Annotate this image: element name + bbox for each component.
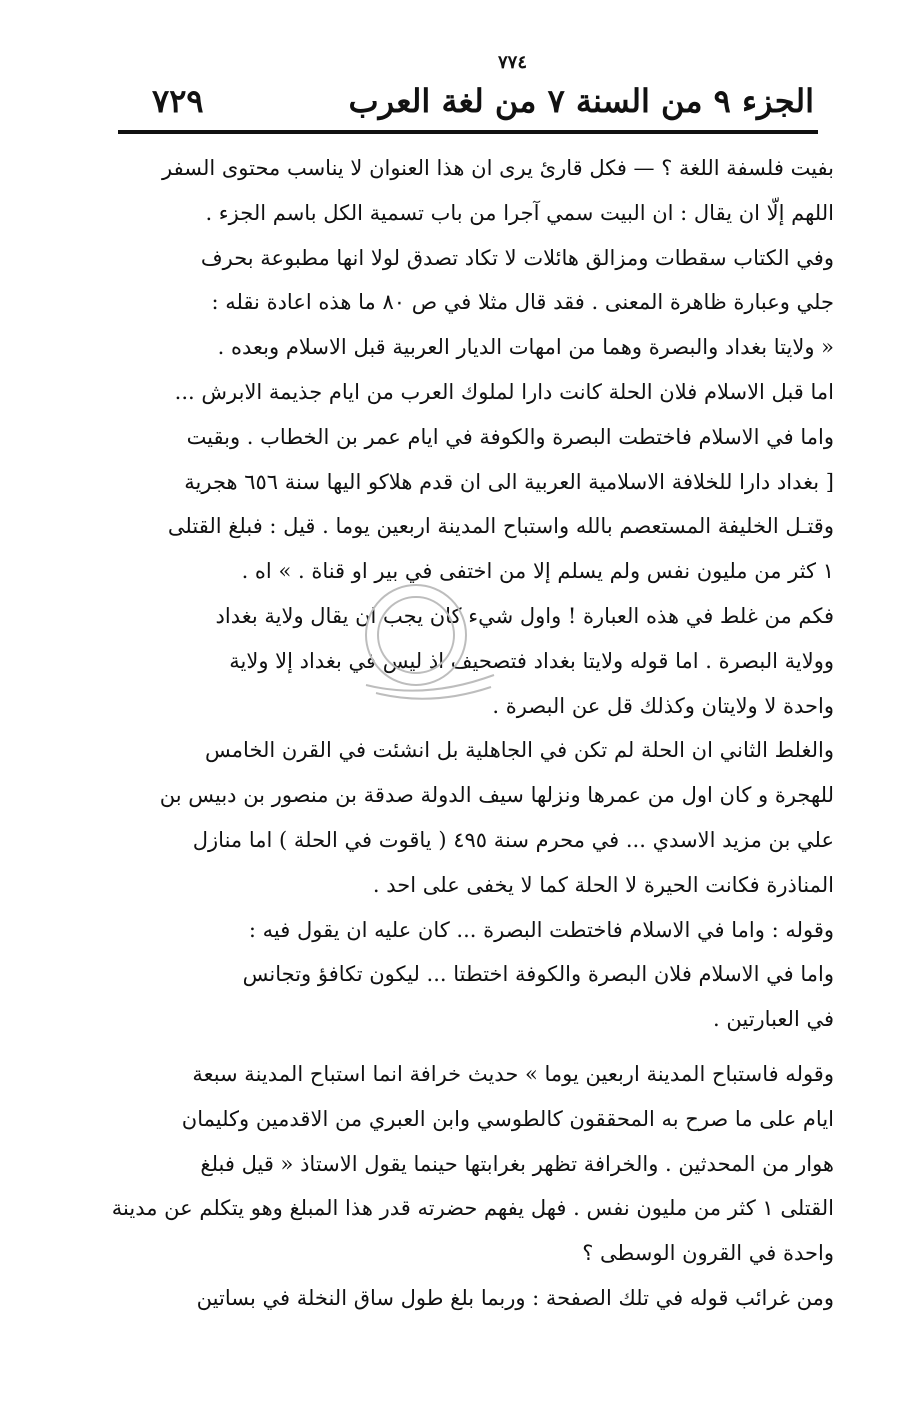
text-line: المناذرة فكانت الحيرة لا الحلة كما لا يخفى على احد .: [372, 872, 834, 897]
paragraph: [112, 1276, 834, 1321]
text-line: [ بغداد دارا للخلافة الاسلامية العربية الى ان قدم هلاكو اليها سنة ٦٥٦ هجرية: [184, 469, 834, 494]
header-divider: [118, 130, 818, 134]
paragraph: [112, 146, 834, 236]
text-line: وقتـل الخليفة المستعصم بالله واستباح المدينة اربعين يوما . قيل : فبلغ القتلى: [167, 514, 834, 539]
text-line: للهجرة و كان اول من عمرها ونزلها سيف الدولة صدقة بن منصور بن دبيس بن: [159, 783, 834, 808]
page-number: ٧٢٩: [152, 82, 204, 120]
text-line: وولاية البصرة . اما قوله ولايتا بغداد فتصحيف اذ ليس في بغداد إلا ولاية: [229, 648, 834, 673]
text-line: علي بن مزيد الاسدي ... في محرم سنة ٤٩٥ ( ياقوت في الحلة ) اما منازل: [192, 827, 834, 852]
library-stamp-watermark: [346, 575, 496, 720]
text-line: ١ كثر من مليون نفس ولم يسلم إلا من اختفى في بير او قناة . » اه .: [241, 559, 834, 584]
paragraph: [112, 908, 834, 1042]
text-line: في العبارتين .: [713, 1007, 834, 1032]
text-line: جلي وعبارة ظاهرة المعنى . فقد قال مثلا في ص ٨٠ ما هذه اعادة نقله :: [211, 290, 834, 315]
paragraph: [112, 236, 834, 326]
handwritten-page-note: ٧٧٤: [498, 52, 528, 73]
text-line: وفي الكتاب سقطات ومزالق هائلات لا تكاد تصدق لولا انها مطبوعة بحرف: [200, 245, 834, 270]
text-line: وقوله : واما في الاسلام فاختطت البصرة ... كان عليه ان يقول فيه :: [248, 917, 834, 942]
text-line: هوار من المحدثين . والخرافة تظهر بغرابتها حينما يقول الاستاذ « قيل فبلغ: [200, 1151, 834, 1176]
paragraph: [112, 728, 834, 907]
text-line: فكم من غلط في هذه العبارة ! واول شيء كان يجب ان يقال ولاية بغداد: [215, 603, 834, 628]
text-line: اللهم إلّا ان يقال : ان البيت سمي آجرا من باب تسمية الكل باسم الجزء .: [205, 200, 834, 225]
text-line: اما قبل الاسلام فلان الحلة كانت دارا لملوك العرب من ايام جذيمة الابرش ...: [174, 379, 834, 404]
text-line: واحدة لا ولايتان وكذلك قل عن البصرة .: [492, 693, 834, 718]
text-line: « ولايتا بغداد والبصرة وهما من امهات الديار العربية قبل الاسلام وبعده .: [217, 335, 834, 360]
text-line: واما في الاسلام فلان البصرة والكوفة اختطتا ... ليكون تكافؤ وتجانس: [242, 962, 834, 987]
text-line: واحدة في القرون الوسطى ؟: [582, 1241, 834, 1266]
running-header: [140, 82, 814, 130]
quoted-paragraph: [112, 325, 834, 594]
header-title: الجزء ٩ من السنة ٧ من لغة العرب: [348, 82, 814, 120]
text-line: القتلى ١ كثر من مليون نفس . فهل يفهم حضرته قدر هذا المبلغ وهو يتكلم عن مدينة: [112, 1196, 834, 1221]
text-line: بفيت فلسفة اللغة ؟ — فكل قارئ يرى ان هذا العنوان لا يناسب محتوى السفر: [162, 156, 834, 180]
paragraph: [112, 1052, 834, 1276]
text-line: وقوله فاستباح المدينة اربعين يوما » حديث خرافة انما استباح المدينة سبعة: [192, 1061, 834, 1086]
text-line: واما في الاسلام فاختطت البصرة والكوفة في ايام عمر بن الخطاب . وبقيت: [186, 424, 834, 449]
text-line: ومن غرائب قوله في تلك الصفحة : وربما بلغ طول ساق النخلة في بساتين: [196, 1285, 834, 1310]
text-line: ايام على ما صرح به المحققون كالطوسي وابن العبري من الاقدمين وكليمان: [181, 1106, 834, 1131]
text-line: والغلط الثاني ان الحلة لم تكن في الجاهلية بل انشئت في القرن الخامس: [205, 738, 834, 763]
body-text: [112, 146, 834, 1321]
